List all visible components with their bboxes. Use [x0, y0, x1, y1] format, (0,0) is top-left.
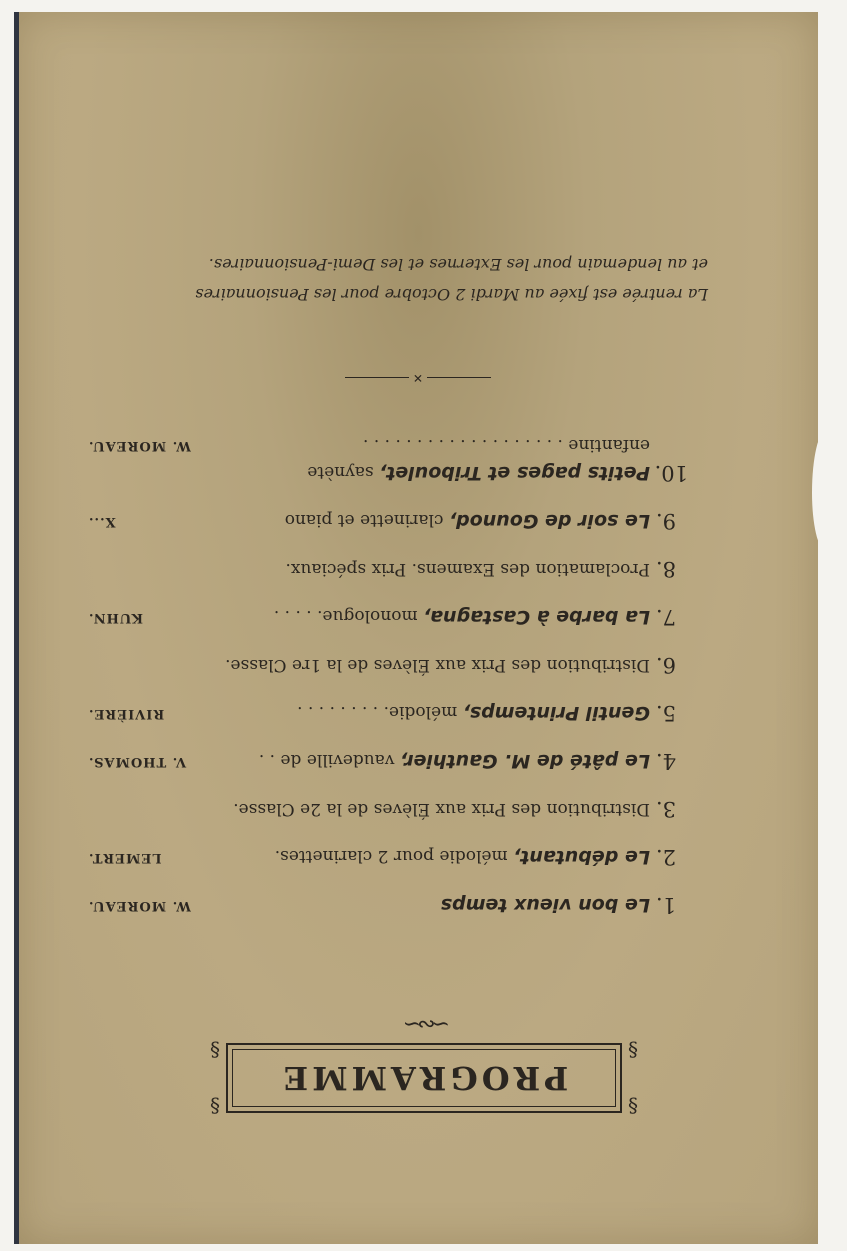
- reopening-note: [88, 249, 708, 309]
- list-item: [88, 881, 688, 929]
- item-detail: vaudeville de . .: [258, 750, 400, 770]
- item-description: [297, 688, 650, 737]
- item-title: Le pâté de M. Gauthier,: [399, 750, 650, 772]
- item-description: [275, 832, 650, 881]
- scroll-ornament-icon: §: [628, 1094, 638, 1118]
- title-frame: [210, 1038, 638, 1118]
- item-number: 3.: [656, 797, 677, 821]
- item-detail: Distribution des Prix aux Élèves de la 1re Classe.: [225, 655, 650, 675]
- item-number: 1.: [656, 893, 677, 917]
- page-title: PROGRAMME: [279, 1059, 569, 1097]
- item-title: Gentil Printemps,: [462, 702, 650, 724]
- divider: [345, 371, 491, 385]
- item-title: Le débutant,: [513, 846, 650, 868]
- item-number: 8.: [656, 557, 677, 581]
- list-item: [88, 593, 688, 641]
- item-description: [225, 641, 650, 689]
- list-item: [88, 737, 688, 785]
- item-title: La barbe à Castagna,: [422, 606, 650, 628]
- item-detail: monologue. . . . .: [273, 606, 423, 626]
- item-composer: LEMERT.: [88, 850, 162, 865]
- item-detail: mélodie. . . . . . . . .: [297, 702, 463, 722]
- item-detail: Distribution des Prix aux Élèves de la 2e Classe.: [233, 799, 650, 819]
- item-description: [259, 736, 650, 785]
- scroll-ornament-icon: §: [628, 1038, 638, 1062]
- item-detail-continued: enfantine . . . . . . . . . . . . . . . . . . .: [362, 435, 650, 455]
- list-item: [88, 497, 688, 545]
- scroll-ornament-icon: §: [210, 1094, 220, 1118]
- item-composer: KUHN.: [88, 610, 144, 625]
- item-detail: mélodie pour 2 clarinettes.: [274, 846, 514, 866]
- item-number: 7.: [656, 605, 677, 629]
- list-item: [88, 641, 688, 689]
- list-item: [88, 689, 688, 737]
- item-composer: X...: [88, 514, 116, 529]
- list-item: [88, 833, 688, 881]
- item-description: [233, 785, 650, 833]
- item-detail: saynète: [307, 462, 380, 482]
- item-number: 9.: [656, 509, 677, 533]
- item-detail: clarinette et piano: [284, 510, 449, 530]
- list-item: [88, 785, 688, 833]
- item-title: Petits pages et Triboulet,: [379, 462, 650, 484]
- item-description: [285, 496, 650, 545]
- item-description: [274, 592, 650, 641]
- item-composer: W. MOREAU.: [88, 438, 191, 453]
- item-detail: Proclamation des Examens. Prix spéciaux.: [285, 559, 650, 579]
- note-line: et au lendemain pour les Externes et les Demi-Pensionnaires.: [208, 255, 708, 274]
- list-item: [88, 417, 688, 497]
- item-number: 4.: [656, 749, 677, 773]
- item-title: Le soir de Gounod,: [448, 510, 650, 532]
- note-line: La rentrée est fixée au Mardi 2 Octobre pour les Pensionnaires: [195, 285, 708, 304]
- scroll-ornament-icon: §: [210, 1038, 220, 1062]
- item-composer: W. MOREAU.: [88, 898, 191, 913]
- divider-ornament-icon: ✕: [412, 371, 424, 385]
- item-number: 2.: [656, 845, 677, 869]
- item-title: Le bon vieux temps: [440, 894, 650, 916]
- flourish-icon: ∽∾∽: [406, 1011, 450, 1036]
- item-number: 10.: [654, 461, 688, 485]
- item-description: [285, 545, 650, 593]
- item-composer: V. THOMAS.: [88, 754, 187, 769]
- item-composer: RIVIÈRE.: [88, 706, 165, 721]
- item-number: 5.: [656, 701, 677, 725]
- item-description: [441, 880, 650, 929]
- programme-list: [88, 417, 688, 929]
- list-item: [88, 545, 688, 593]
- item-number: 6.: [656, 653, 677, 677]
- programme-content: [18, 12, 818, 1244]
